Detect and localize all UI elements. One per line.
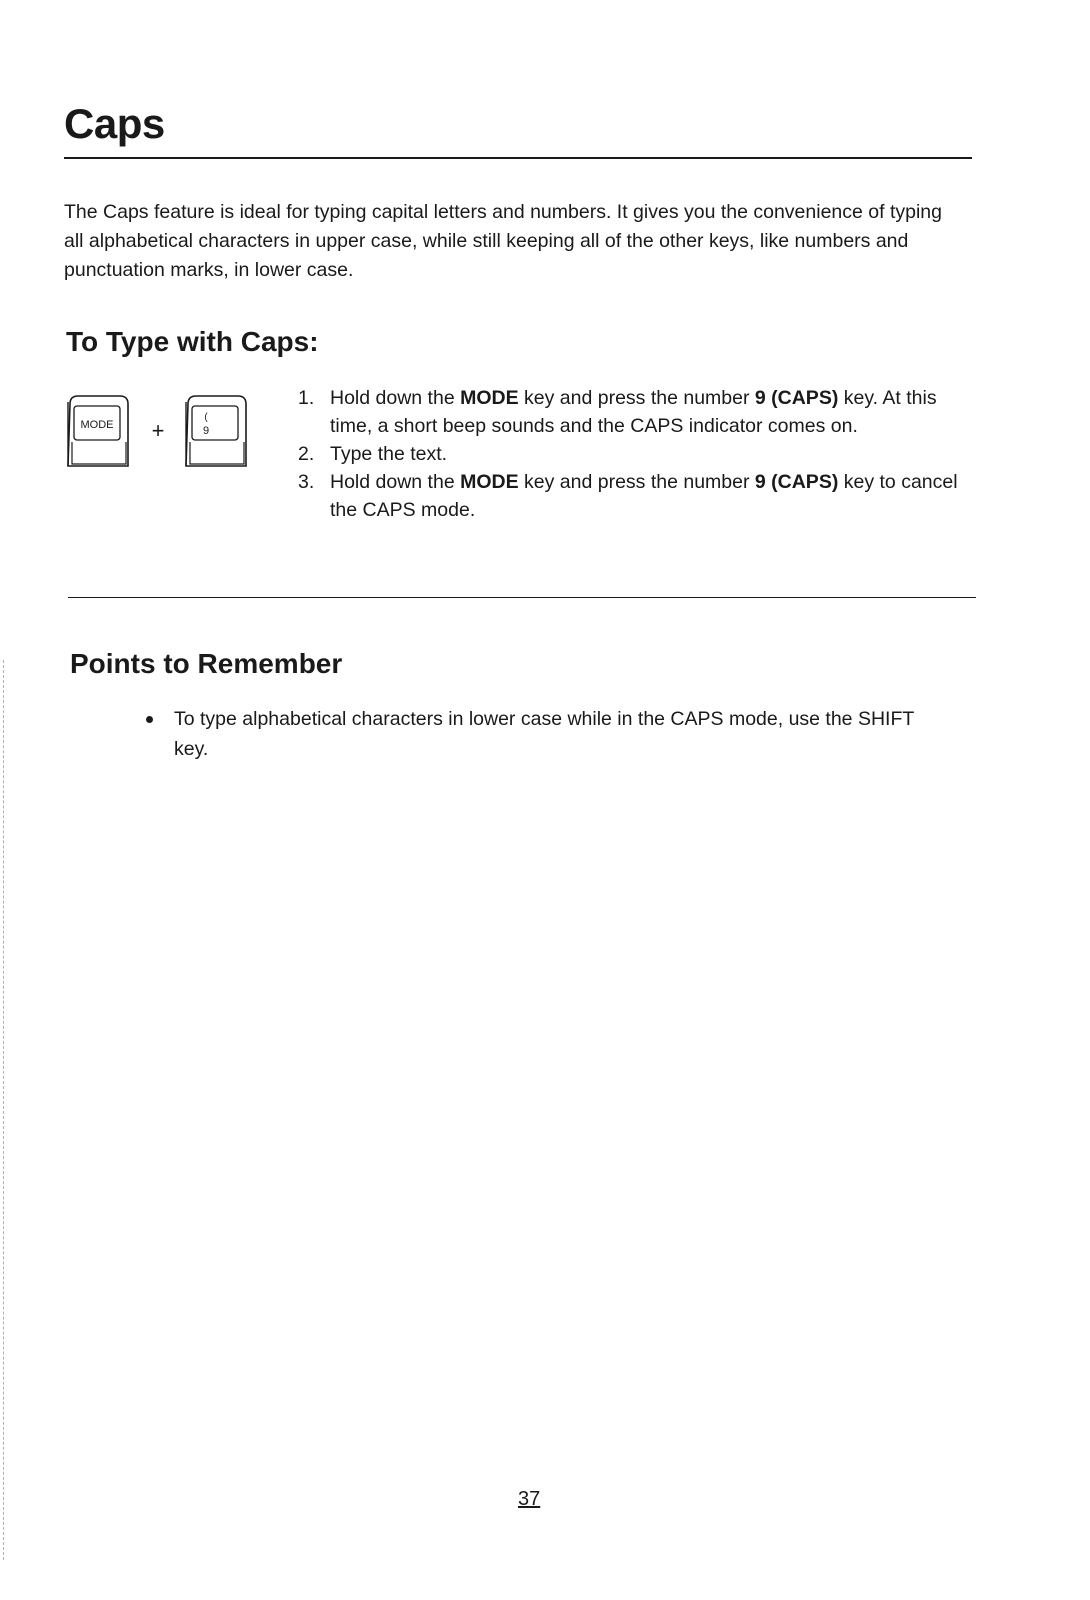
step-text: key and press the number [518, 471, 755, 493]
scan-margin-line [3, 660, 4, 1560]
section-divider [68, 597, 976, 598]
section-heading-points-to-remember: Points to Remember [70, 648, 343, 679]
step-bold-text: MODE [460, 471, 519, 493]
plus-sign: + [151, 418, 165, 443]
intro-paragraph: The Caps feature is ideal for typing capital letters and numbers. It gives you the convenience of typing all alphabetical characters in upper case, while still keeping all of the other keys, like numbers and punctuation marks, in lower case. [64, 201, 942, 281]
points-item-text: To type alphabetical characters in lower case while in the CAPS mode, use the SHIFT key. [174, 708, 914, 760]
bullet-icon [146, 716, 153, 723]
step-item [296, 384, 976, 440]
nine-key-bottom-label: 9 [202, 425, 210, 437]
points-list-item [146, 704, 946, 764]
step-number: 3. [298, 471, 315, 493]
mode-plus-nine-keys-illustration [64, 392, 264, 472]
page-number: 37 [518, 1488, 541, 1510]
step-bold-text: 9 (CAPS) [754, 471, 839, 493]
step-text: Hold down the [330, 471, 461, 493]
page-title: Caps [64, 100, 165, 147]
step-item [296, 468, 976, 524]
section-heading-type-with-caps: To Type with Caps: [66, 326, 319, 357]
step-text: Type the text. [330, 443, 448, 465]
points-list [146, 704, 946, 764]
step-bold-text: 9 (CAPS) [754, 387, 839, 409]
step-text: key to cancel the CAPS mode. [330, 471, 958, 521]
step-number: 1. [298, 387, 315, 409]
nine-key-icon [186, 396, 246, 466]
step-number: 2. [298, 443, 315, 465]
mode-key-label: MODE [80, 419, 114, 431]
nine-key-top-label: ( [204, 412, 208, 423]
caps-steps-list [296, 384, 976, 524]
step-text: key and press the number [518, 387, 755, 409]
step-item [296, 440, 976, 468]
title-divider [64, 157, 972, 159]
step-text: Hold down the [330, 387, 461, 409]
step-text: key. At this time, a short beep sounds and the CAPS indicator comes on. [330, 387, 937, 437]
step-bold-text: MODE [460, 387, 519, 409]
mode-key-icon [68, 396, 128, 466]
